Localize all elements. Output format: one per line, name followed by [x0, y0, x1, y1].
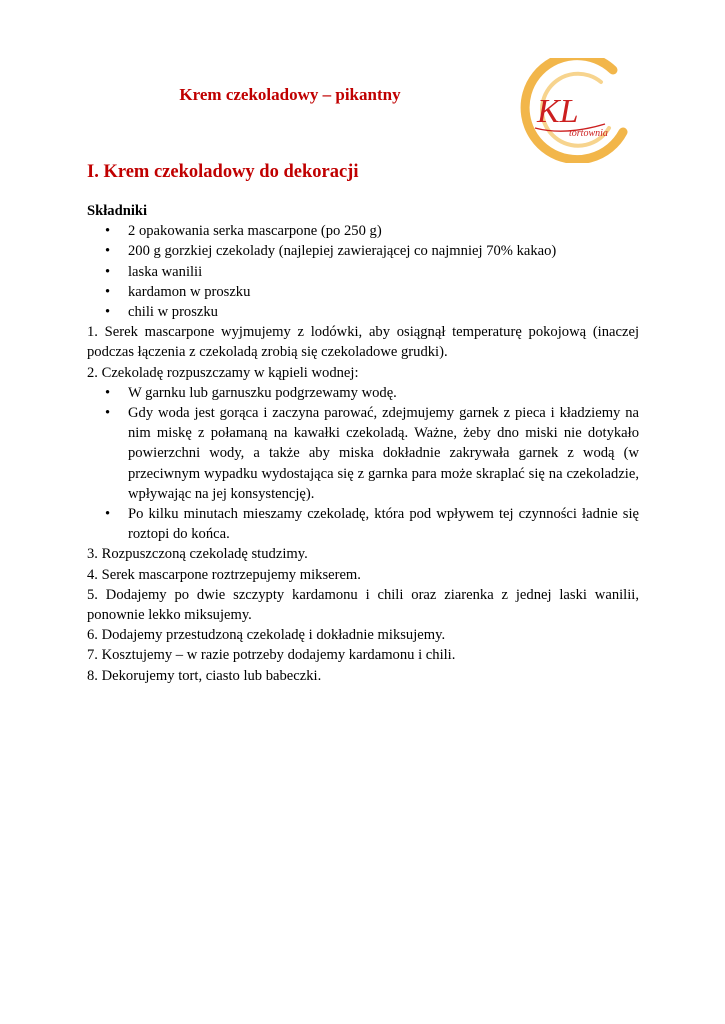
ingredient-item	[87, 241, 639, 261]
ingredient-text: kardamon w proszku	[128, 283, 251, 300]
substep-item	[87, 383, 639, 403]
ingredient-text: 200 g gorzkiej czekolady (najlepiej zawierającej co najmniej 70% kakao)	[128, 243, 557, 260]
ingredient-item	[87, 282, 639, 302]
recipe-content	[87, 201, 639, 686]
section-heading: I. Krem czekoladowy do dekoracji	[87, 162, 359, 182]
logo-subtext: tortownia	[569, 128, 608, 139]
ingredients-list	[87, 221, 639, 322]
bullet-icon: •	[105, 283, 111, 300]
bullet-icon: •	[105, 304, 111, 321]
step-2-substeps	[87, 383, 639, 545]
ingredient-item	[87, 262, 639, 282]
bullet-icon: •	[105, 223, 111, 240]
step-7: 7. Kosztujemy – w razie potrzeby dodajemy kardamonu i chili.	[87, 647, 456, 664]
substep-item	[87, 504, 639, 544]
logo-letters: KL	[537, 93, 579, 130]
document-title: Krem czekoladowy – pikantny	[179, 85, 401, 104]
bullet-icon: •	[105, 384, 111, 401]
ingredient-text: chili w proszku	[128, 304, 218, 321]
ingredient-item	[87, 302, 639, 322]
bullet-icon: •	[105, 506, 111, 523]
substep-item	[87, 403, 639, 504]
step-8: 8. Dekorujemy tort, ciasto lub babeczki.	[87, 667, 322, 684]
substep-text: Gdy woda jest gorąca i zaczyna parować, zdejmujemy garnek z pieca i kładziemy na nim miskę z połamaną na kawałki czekoladą. Ważne, żeby dno miski nie dotykało powierzchni wody, a także aby miska dokładnie zakrywała garnek z wodą (w przeciwnym wypadku wydostająca się z garnka para może skraplać się na czekoladzie, wpływając na jej konsystencję).	[128, 405, 639, 502]
step-4: 4. Serek mascarpone roztrzepujemy mikserem.	[87, 566, 361, 583]
bullet-icon: •	[105, 405, 111, 422]
step-1: 1. Serek mascarpone wyjmujemy z lodówki, aby osiągnął temperaturę pokojową (inaczej podczas łączenia z czekoladą zrobią się czekoladowe grudki).	[87, 324, 639, 361]
step-2: 2. Czekoladę rozpuszczamy w kąpieli wodnej:	[87, 364, 359, 381]
tortownia-logo	[505, 58, 630, 163]
substep-text: W garnku lub garnuszku podgrzewamy wodę.	[128, 384, 397, 401]
step-6: 6. Dodajemy przestudzoną czekoladę i dokładnie miksujemy.	[87, 627, 446, 644]
step-5: 5. Dodajemy po dwie szczypty kardamonu i chili oraz ziarenka z jednej laski wanilii, ponownie lekko miksujemy.	[87, 586, 639, 624]
step-3: 3. Rozpuszczoną czekoladę studzimy.	[87, 546, 308, 563]
ingredient-text: laska wanilii	[128, 263, 203, 280]
ingredients-title: Składniki	[87, 203, 148, 219]
bullet-icon: •	[105, 263, 111, 280]
ingredient-item	[87, 221, 639, 241]
substep-text: Po kilku minutach mieszamy czekoladę, która pod wpływem tej czynności ładnie się roztopi do końca.	[128, 506, 639, 543]
ingredient-text: 2 opakowania serka mascarpone (po 250 g)	[128, 223, 382, 240]
bullet-icon: •	[105, 243, 111, 260]
